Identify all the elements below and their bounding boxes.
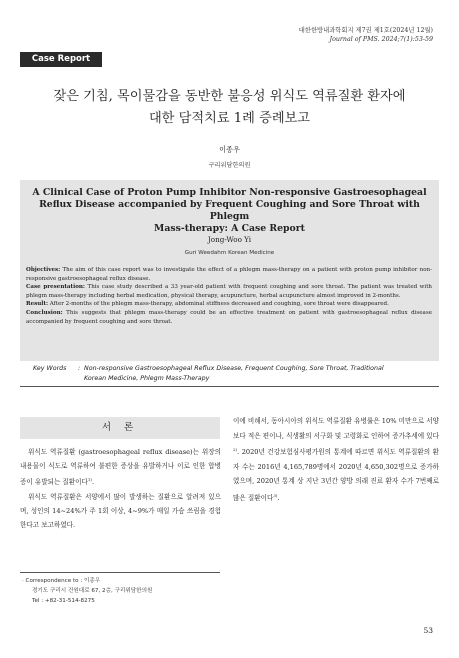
correspondence-name: · Correspondence to : 이종우 xyxy=(22,578,101,584)
keywords-label: Key Words xyxy=(33,365,67,372)
footnote-divider xyxy=(20,572,220,573)
keywords-section xyxy=(20,363,439,387)
english-title-line-2: Reflux Disease accompanied by Frequent Coughing and Sore Throat with Phlegm xyxy=(39,199,420,222)
keywords-list xyxy=(84,363,439,384)
english-title-line-3: Mass-therapy: A Case Report xyxy=(154,223,305,234)
objectives-label: Objectives: xyxy=(26,267,61,273)
abstract-objectives xyxy=(26,266,432,283)
keywords-colon: : xyxy=(78,365,81,372)
abstract-text xyxy=(26,266,432,326)
right-paragraph-1 xyxy=(233,414,439,505)
left-column xyxy=(20,445,221,532)
left-p1-text: 위식도 역류질환 (gastroesophageal reflux disease)는 위장의 내용물이 식도로 역류하여 불편한 증상을 유발하거나 이로 인한 합병증이 유발되는 질환이다 xyxy=(20,448,221,487)
english-author: Jong-Woo Yi xyxy=(207,235,252,244)
keywords-line-1: Non-responsive Gastroesophageal Reflux Disease, Frequent Coughing, Sore Throat, Traditional xyxy=(84,365,384,372)
correspondence-phone: Tel : +82-31-514-8275 xyxy=(32,598,95,604)
abstract-result xyxy=(26,300,432,309)
korean-author: 이종우 xyxy=(219,145,240,154)
korean-affiliation: 구리위담한의원 xyxy=(208,162,251,169)
english-title xyxy=(20,187,439,235)
keywords-line-2: Korean Medicine, Phlegm Mass-Therapy xyxy=(84,375,210,382)
objectives-text: The aim of this case report was to investigate the effect of a phlegm mass-therapy on a patient with proton pump inhibitor non-responsive gastroesophageal reflux disease. xyxy=(26,267,432,282)
correspondence-address: 경기도 구리시 건원대로 67, 2층, 구리위담한의원 xyxy=(32,588,153,594)
korean-title-line-2: 대한 담적치료 1례 증례보고 xyxy=(148,111,311,126)
conclusion-label: Conclusion: xyxy=(26,309,63,316)
article-type-badge: Case Report xyxy=(20,52,102,67)
correspondence-footnote xyxy=(22,576,152,606)
english-title-line-1: A Clinical Case of Proton Pump Inhibitor Non-responsive Gastroesophageal xyxy=(32,187,427,198)
reference-3[interactable]: 3) xyxy=(273,492,278,498)
korean-title-line-1: 잦은 기침, 목이물감을 동반한 불응성 위식도 역류질환 환자에 xyxy=(53,89,406,104)
case-text: This case study described a 33 year-old patient with frequent coughing and sore throat. The patient was treated with phlegm mass-therapy including herbal medication, physical therapy, acupuncture, herbal acupuncture almost improved in 2-months. xyxy=(26,284,433,299)
korean-title xyxy=(20,86,439,130)
section-heading-introduction: 서 론 xyxy=(20,417,220,439)
left-p1-end: . xyxy=(92,478,95,487)
right-column xyxy=(233,414,439,505)
journal-name-korean: 대한한방내과학회지 제7권 제1호(2024년 12월) xyxy=(298,27,433,34)
reference-2[interactable]: 2) xyxy=(233,447,238,452)
english-affiliation: Guri Weedahm Korean Medicine xyxy=(184,250,275,256)
conclusion-text: This suggests that phlegm mass-therapy could be an effective treatment on patient with gastroesophageal reflux disease accompanied by frequent coughing and sore throat. xyxy=(26,309,432,325)
left-paragraph-1 xyxy=(20,445,221,490)
abstract-case xyxy=(26,283,432,300)
journal-citation: Journal of PMS. 2024;7(1):53-59 xyxy=(329,36,433,43)
right-p1-text: 이에 비해서, 동아시아의 위식도 역류질환 유병률은 10% 미만으로 서양보다 적은 편이나, 식생활의 서구화 및 고령화로 인하여 증가추세에 있다 xyxy=(233,417,439,440)
right-p1-end: . xyxy=(277,493,280,502)
journal-header xyxy=(299,26,433,44)
case-label: Case presentation: xyxy=(26,284,85,291)
left-paragraph-2: 위식도 역류질환은 서양에서 많이 발생하는 질환으로 알려져 있으며, 성인의 14~24%가 주 1회 이상, 4~9%가 매일 가슴 쓰림을 경험한다고 보고하였다. xyxy=(20,492,221,530)
reference-1[interactable]: 1) xyxy=(87,477,92,483)
abstract-conclusion xyxy=(26,309,432,326)
page-number: 53 xyxy=(423,626,433,635)
result-label: Result: xyxy=(26,301,49,308)
right-p1-mid: . 2020년 건강보험심사평가원의 통계에 따르면 위식도 역류질환의 환자 수는 2016년 4,165,789명에서 2020년 4,650,302명으로 증가하였으며, 2020년 통계 상 지난 3년간 양방 의래 진료 환자 수가 7번째로 많은 질환이다 xyxy=(233,448,439,502)
result-text: After 2-months of the phlegm mass-therapy, abdominal stiffness decreased and coughing, sore throat were disappeared. xyxy=(48,301,389,308)
